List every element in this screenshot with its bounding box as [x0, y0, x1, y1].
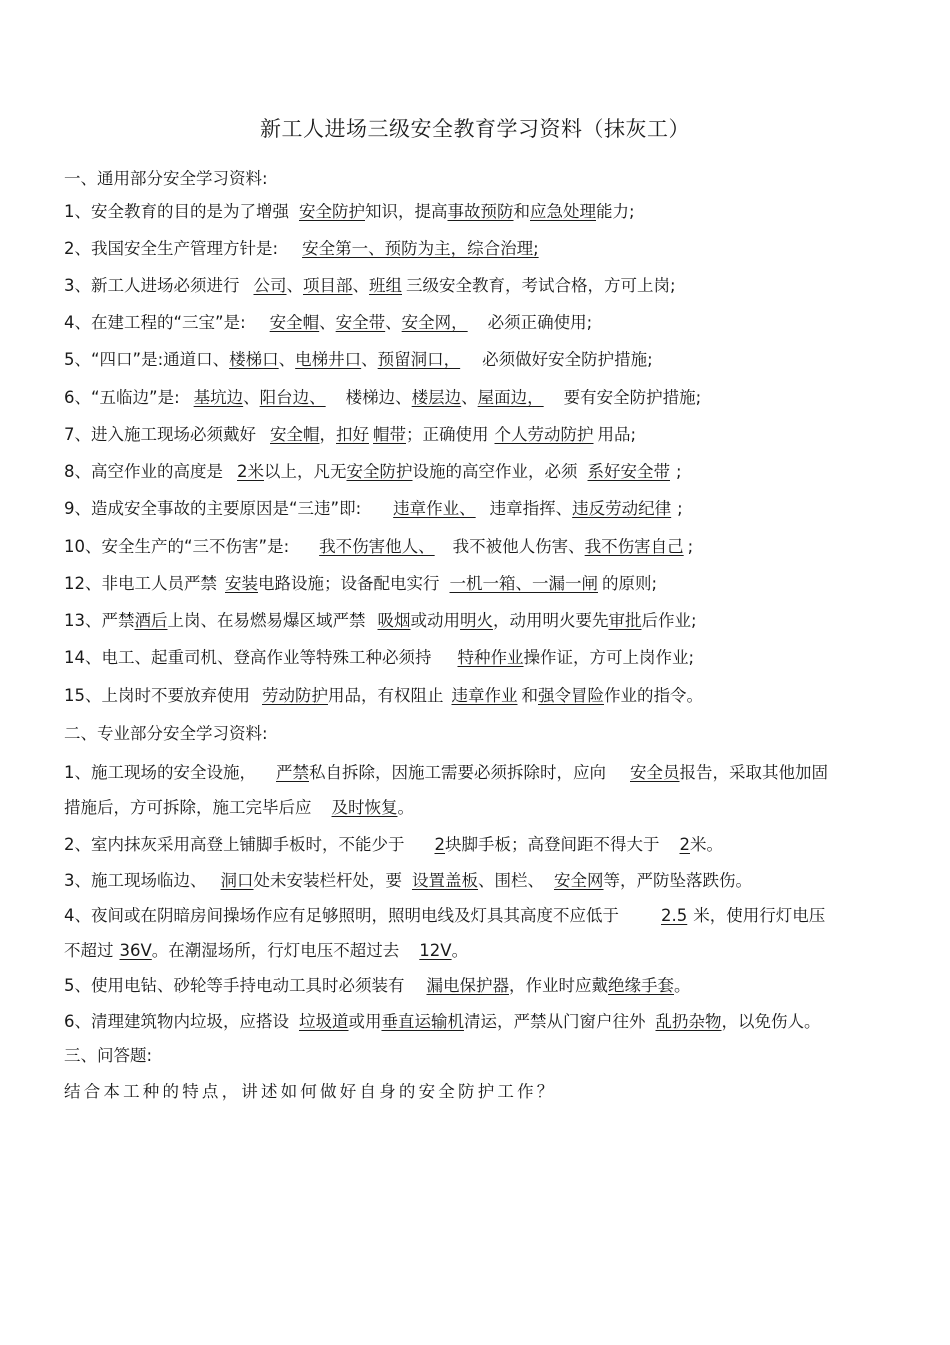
item-text: 米，使用行灯电压 — [693, 906, 826, 925]
general-item-9 — [64, 498, 924, 520]
item-blank: 安装 — [225, 574, 258, 593]
item-blank: 12V — [419, 941, 452, 960]
item-text: 13、严禁 — [64, 611, 135, 630]
professional-item-2 — [64, 834, 924, 856]
item-text: 3、新工人进场必须进行 — [64, 276, 240, 295]
item-text: 3、施工现场临边、 — [64, 871, 207, 890]
item-blank: 审批 — [608, 611, 642, 630]
item-text: 清运，严禁从门窗户往外 — [464, 1012, 646, 1031]
item-blank: 违章作业 — [451, 686, 518, 705]
item-text: 、 — [555, 499, 573, 518]
item-text: 以上，凡无 — [264, 462, 347, 481]
item-blank: 违章作业、 — [393, 499, 476, 518]
item-blank: 事故预防 — [447, 202, 514, 221]
general-item-3 — [64, 275, 924, 297]
item-text: 15、上岗时不要放弃使用 — [64, 686, 250, 705]
item-text: ; — [676, 462, 682, 481]
item-blank: 劳动防护 — [262, 686, 328, 705]
item-blank: 安全网 — [554, 871, 604, 890]
item-text: 能力; — [596, 202, 635, 221]
item-text: 7、进入施工现场必须戴好 — [64, 425, 256, 444]
section-heading-general: 一、通用部分安全学习资料: — [64, 169, 268, 188]
item-blank: 项目部 — [303, 276, 353, 295]
item-text: 、 — [319, 313, 336, 332]
item-text: 三级安全教育，考试合格，方可上岗; — [406, 276, 676, 295]
general-item-2 — [64, 238, 924, 260]
item-blank: 漏电保护器 — [426, 976, 509, 995]
item-blank: 洞口 — [220, 871, 254, 890]
item-text: 1、施工现场的安全设施， — [64, 763, 256, 782]
item-text: 操作证，方可上岗作业; — [523, 648, 695, 667]
item-text: 等，严防坠落跌伤。 — [603, 871, 752, 890]
item-blank: 扣好 — [336, 425, 369, 444]
item-blank: 帽带 — [373, 425, 406, 444]
professional-item-4-continued — [64, 940, 924, 962]
item-text: 、 — [286, 276, 303, 295]
item-text: 9、造成安全事故的主要原因是“三违”即: — [64, 499, 362, 518]
item-text: 。 — [674, 976, 691, 995]
item-text: 、 — [568, 537, 585, 556]
item-text: 必须正确使用; — [487, 313, 593, 332]
item-text: 、 — [243, 388, 260, 407]
item-text: 、 — [352, 276, 369, 295]
item-text: 14、电工、起重司机、登高作业等特殊工种必须持 — [64, 648, 432, 667]
professional-item-6 — [64, 1011, 924, 1033]
item-text: 、 — [385, 313, 402, 332]
item-text: ，动用明火要先 — [493, 611, 609, 630]
item-blank: 安全员 — [630, 763, 680, 782]
item-blank: 及时恢复 — [331, 798, 398, 817]
item-blank: 楼层边 — [411, 388, 462, 407]
item-text: ; — [687, 537, 694, 556]
item-text: 。 — [451, 941, 469, 960]
item-text: 4、夜间或在阴暗房间操场作应有足够照明，照明电线及灯具其高度不应低于 — [64, 906, 619, 925]
item-blank: 楼梯口 — [229, 350, 279, 369]
item-blank: 2 — [679, 835, 690, 854]
general-item-5 — [64, 349, 924, 371]
item-blank: 2米 — [237, 462, 264, 481]
item-text: 、 — [461, 388, 478, 407]
item-blank: 酒后 — [134, 611, 168, 630]
general-item-6 — [64, 387, 924, 409]
item-text: 块脚手板；高登间距不得大于 — [445, 835, 660, 854]
item-text: 用品; — [597, 425, 637, 444]
general-item-10 — [64, 536, 924, 558]
item-text: 6、清理建筑物内垃圾，应搭设 — [64, 1012, 289, 1031]
item-text: 楼梯边 — [345, 388, 396, 407]
professional-item-1-continued — [64, 797, 924, 819]
general-item-14 — [64, 647, 924, 669]
general-item-15 — [64, 685, 924, 707]
item-text: 用品，有权阻止 — [328, 686, 444, 705]
item-text: ， — [319, 425, 336, 444]
general-item-12 — [64, 573, 924, 595]
item-text: 1、安全教育的目的是为了增强 — [64, 202, 289, 221]
item-text: 6、“五临边”是: — [64, 388, 180, 407]
item-blank: 班组 — [369, 276, 402, 295]
item-blank: 预留洞口， — [377, 350, 461, 369]
item-blank: 安全防护 — [299, 202, 365, 221]
item-text: 违章指挥 — [489, 499, 556, 518]
item-blank: 公司 — [253, 276, 287, 295]
item-blank: 安全防护 — [346, 462, 413, 481]
item-text: ，以免伤人。 — [721, 1012, 821, 1031]
item-text: 或用 — [348, 1012, 382, 1031]
item-text: ; — [677, 499, 683, 518]
section-heading-professional: 二、专业部分安全学习资料: — [64, 724, 268, 743]
item-text: 措施后，方可拆除，施工完毕后应 — [64, 798, 312, 817]
item-blank: 阳台边、 — [259, 388, 326, 407]
item-blank: 安全带 — [335, 313, 386, 332]
item-blank: 安全帽 — [269, 313, 320, 332]
general-item-13 — [64, 610, 924, 632]
item-blank: 设置盖板 — [412, 871, 478, 890]
professional-item-5 — [64, 975, 924, 997]
item-text: 后作业; — [641, 611, 697, 630]
item-blank: 应急处理 — [530, 202, 596, 221]
item-text: 米。 — [690, 835, 723, 854]
item-text: 上岗、在易燃易爆区域严禁 — [167, 611, 366, 630]
document-title: 新工人进场三级安全教育学习资料（抹灰工） — [260, 117, 690, 141]
item-text: 。在潮湿场所，行灯电压不超过去 — [151, 941, 400, 960]
item-text: ，作业时应戴 — [509, 976, 608, 995]
item-text: 10、安全生产的“三不伤害”是: — [64, 537, 290, 556]
item-text: 。 — [397, 798, 414, 817]
item-text: 4、在建工程的“三宝”是: — [64, 313, 246, 332]
item-text: 5、“四口”是:通道口 — [64, 350, 213, 369]
item-text: 12、非电工人员严禁 — [64, 574, 217, 593]
item-blank: 吸烟 — [377, 611, 411, 630]
item-text: 8、高空作业的高度是 — [64, 462, 223, 481]
item-text: ；正确使用 — [406, 425, 489, 444]
item-blank: 我不伤害自己 — [584, 537, 684, 556]
general-item-1 — [64, 201, 924, 223]
item-blank: 2 — [434, 835, 445, 854]
item-text: 知识，提高 — [365, 202, 448, 221]
general-item-4 — [64, 312, 924, 334]
item-blank: 绝缘手套 — [608, 976, 674, 995]
item-blank: 2.5 — [661, 906, 688, 925]
item-text: 要有安全防护措施; — [563, 388, 702, 407]
item-text: 2、我国安全生产管理方针是: — [64, 239, 279, 258]
item-blank: 乱扔杂物 — [655, 1012, 722, 1031]
section-heading-question: 三、问答题: — [64, 1046, 153, 1065]
item-text: 报告，采取其他加固 — [679, 763, 828, 782]
item-blank: 基坑边 — [193, 388, 244, 407]
item-blank: 安全第一、预防为主，综合治理; — [302, 239, 539, 258]
item-text: 我不被他人伤害 — [452, 537, 569, 556]
item-text: 的原则; — [602, 574, 658, 593]
item-text: 、 — [278, 350, 296, 369]
item-text: 私自拆除，因施工需要必须拆除时，应向 — [309, 763, 606, 782]
item-text: 、 — [361, 350, 378, 369]
item-blank: 强令冒险 — [538, 686, 604, 705]
item-blank: 安全帽 — [270, 425, 320, 444]
item-blank: 一机一箱、一漏一闸 — [449, 574, 598, 593]
item-text: 不超过 — [64, 941, 114, 960]
question-text: 结合本工种的特点，讲述如何做好自身的安全防护工作？ — [64, 1082, 557, 1101]
item-text: 、围栏、 — [478, 871, 544, 890]
item-blank: 特种作业 — [457, 648, 524, 667]
item-blank: 屋面边， — [477, 388, 544, 407]
item-text: 5、使用电钻、砂轮等手持电动工具时必须装有 — [64, 976, 405, 995]
item-blank: 严禁 — [276, 763, 309, 782]
item-text: 电路设施；设备配电实行 — [258, 574, 440, 593]
item-text: 和 — [513, 202, 530, 221]
item-text: 和 — [521, 686, 538, 705]
item-blank: 垃圾道 — [299, 1012, 349, 1031]
item-blank: 安全网， — [401, 313, 468, 332]
item-text: 作业的指令。 — [604, 686, 703, 705]
item-blank: 垂直运输机 — [381, 1012, 464, 1031]
professional-item-3 — [64, 870, 924, 892]
item-text: 2、室内抹灰采用高登上铺脚手板时，不能少于 — [64, 835, 405, 854]
item-text: 设施的高空作业，必须 — [412, 462, 578, 481]
professional-item-1 — [64, 762, 924, 784]
item-text: 必须做好安全防护措施; — [482, 350, 653, 369]
item-blank: 个人劳动防护 — [494, 425, 594, 444]
item-blank: 明火 — [460, 611, 493, 630]
item-text: 、 — [212, 350, 230, 369]
item-blank: 36V — [119, 941, 152, 960]
item-blank: 违反劳动纪律 — [572, 499, 672, 518]
professional-item-4 — [64, 905, 924, 927]
general-item-8 — [64, 461, 924, 483]
item-blank: 系好安全带 — [587, 462, 670, 481]
item-blank: 电梯井口 — [295, 350, 362, 369]
item-text: 处未安装栏杆处，要 — [253, 871, 402, 890]
item-text: 、 — [395, 388, 412, 407]
item-text: 或动用 — [410, 611, 460, 630]
general-item-7 — [64, 424, 924, 446]
item-blank: 我不伤害他人、 — [319, 537, 435, 556]
